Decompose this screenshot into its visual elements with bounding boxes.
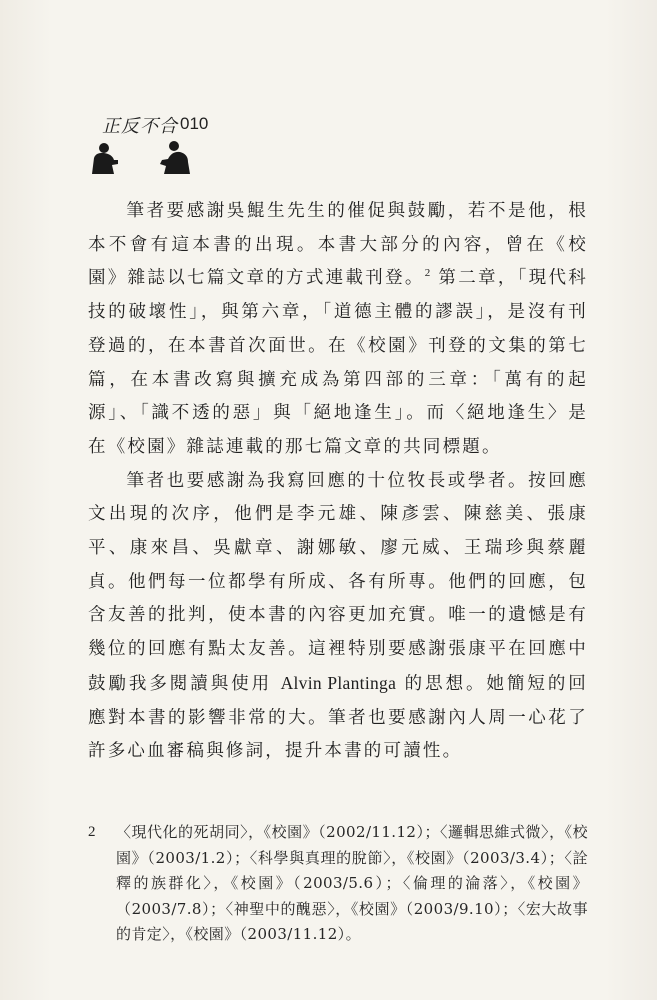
paragraph-2-continuation: 的思想。她簡短的回應對本書的影響非常的大。筆者也要感謝內人周一心花了許多心血審稿與修詞，提升本書的可讀性。 — [88, 673, 588, 762]
footnote-text: 〈現代化的死胡同〉，《校園》（2002/11.12）；〈邏輯思維式微〉，《校園》（2003/1.2）；〈科學與真理的脫節〉，《校園》（2003/3.4）；〈詮釋的族群化〉，《校園》（2003/5.6）；〈倫理的淪落〉，《校園》（2003/7.8）；〈神聖中的醜惡〉，《校園》（2003/9.10）；〈宏大故事的肯定〉，《校園》（2003/11.12）。 — [116, 823, 588, 944]
page-number: 010 — [180, 114, 209, 133]
paragraph-acknowledgement-1 — [88, 195, 588, 465]
paragraph-1-text: 筆者要感謝吳鯤生先生的催促與鼓勵，若不是他，根本不會有這本書的出現。本書大部分的內容，曾在《校園》雜誌以七篇文章的方式連載刊登。 — [88, 201, 588, 289]
running-header-title: 正反不合 — [102, 116, 178, 137]
author-name-latin: Alvin Plantinga — [280, 672, 397, 693]
paragraph-2-text: 筆者也要感謝為我寫回應的十位牧長或學者。按回應文出現的次序，他們是李元雄、陳彥雲、陳慈美、張康平、康來昌、吳獻章、謝娜敏、廖元威、王瑞珍與蔡麗貞。他們每一位都學有所成、各有所專。他們的回應，包含友善的批判，使本書的內容更加充實。唯一的遺憾是有幾位的回應有點太友善。這裡特別要感謝張康平在回應中鼓勵我多閱讀與使用 — [88, 470, 588, 694]
running-header — [88, 112, 228, 168]
footnote-number: 2 — [88, 824, 96, 840]
footnote — [88, 820, 588, 948]
footnote-reference: 2 — [424, 267, 431, 280]
two-figures-silhouette-icon — [88, 138, 198, 174]
paragraph-1-continuation: 第二章，「現代科技的破壞性」，與第六章，「道德主體的謬誤」，是沒有刊登過的，在本書首次面世。在《校園》刊登的文集的第七篇，在本書改寫與擴充成為第四部的三章：「萬有的起源」、「識不透的惡」與「絕地逢生」。而〈絕地逢生〉是在《校園》雜誌連載的那七篇文章的共同標題。 — [88, 268, 588, 457]
paragraph-acknowledgement-2 — [88, 465, 588, 769]
body-text — [88, 195, 588, 769]
